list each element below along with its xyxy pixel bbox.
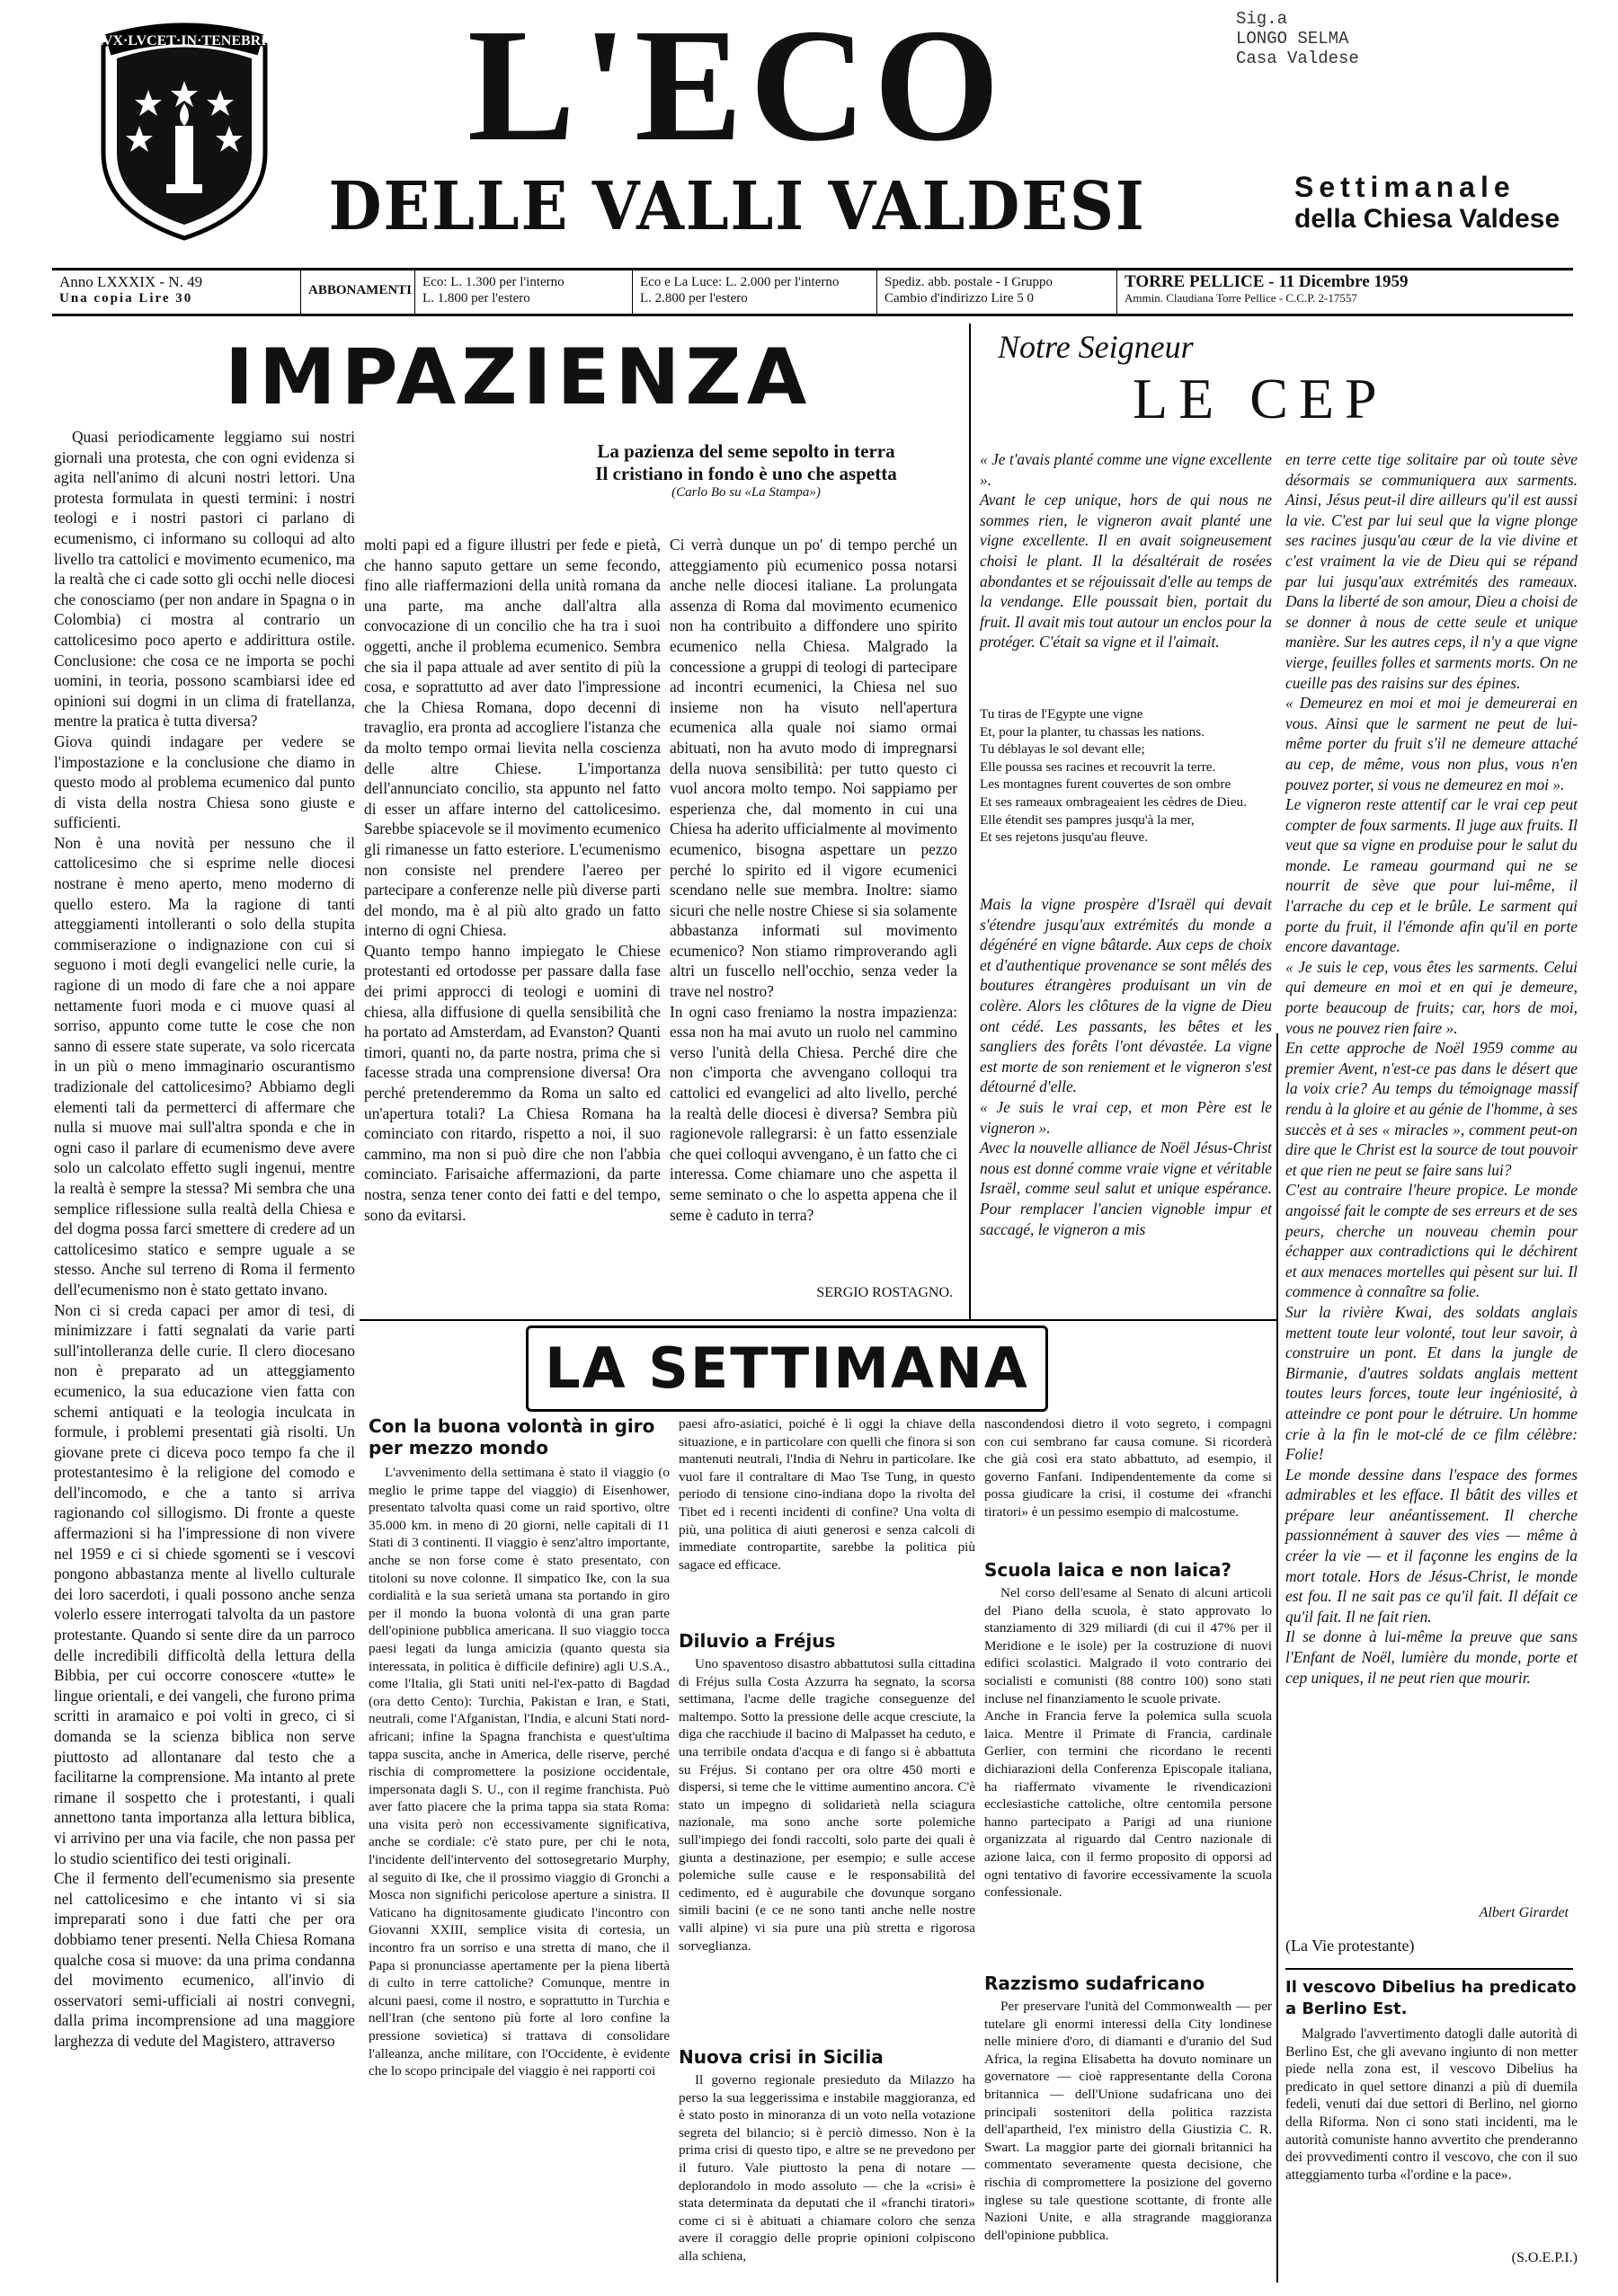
issue-number: Anno LXXXIX - N. 49 <box>59 273 203 290</box>
masthead-crest <box>90 18 279 243</box>
cep-source: (La Vie protestante) <box>1285 1937 1415 1955</box>
postal-info: Spediz. abb. postale - I Gruppo Cambio d'indirizzo Lire 5 0 <box>877 270 1117 314</box>
eco-luce-price: Eco e La Luce: L. 2.000 per l'interno L. 2.800 per l'estero <box>633 270 877 314</box>
section-rule <box>1285 1968 1573 1970</box>
dibelius-article: Il vescovo Dibelius ha predicato a Berlino Est. Malgrado l'avvertimento datogli dalle autorità di Berlino Est, che gli avevano ingiunto di non metter piede nella zona est, il vescovo Dibelius ha predicato in quel settore dinanzi a più di duemila fedeli, venuti dai due settori di Berlino, nel giorno della Riforma. Non ci sono stati incidenti, ma le autorità comuniste hanno avvertito che prenderanno dei provvedimenti contro il vescovo, che con il suo atteggiamento turba «l'ordine e la pace». (S.O.E.P.I.) <box>1285 1978 1578 2265</box>
impazienza-deck: La pazienza del seme sepolto in terra Il cristiano in fondo è uno che aspetta (Carlo Bo su «La Stampa») <box>595 440 897 500</box>
copy-price: Una copia Lire 30 <box>59 291 193 306</box>
settimana-headline: LA SETTIMANA <box>545 1335 1029 1401</box>
masthead <box>270 0 1205 243</box>
settimana-col2: paesi afro-asiatici, poiché è lì oggi la chiave della situazione, e in particolare con quelli che finora si son mantenuti neutrali, l'India di Nehru in particolare. Ike vuol fare il contraltare di Mao Tse Tung, in questo periodo di tensione cino-indiana dopo la rivolta del Tibet ed i recenti incidenti di confine? Una volta di più, una politica di aiuti generosi e senza calcoli di immediate contropartite, sarebbe la politica più sagace ed efficace. Diluvio a Fréjus Uno spaventoso disastro abbattutosi sulla cittadina di Fréjus sulla Costa Azzurra ha segnato, la scorsa settimana, l'acme delle tragiche conseguenze del maltempo. Sotto la pressione delle acque cresciute, la diga che racchiude il bacino di Malpasset ha ceduto, e una terribile ondata d'acqua e di fango si è abbattuta su Fréjus. Si contano per ora oltre 450 morti e dispersi, si teme che le vittime aumentino ancora. C'è stato un impegno di solidarietà nella sciagura nazionale, ma sono anche sorte polemiche sull'impiego dei fondi raccolti, solo parte dei quali è giunta a destinazione, per esempio; e sulle accese polemiche sulle cause e le responsabilità del cedimento, ed è augurabile che dovunque sorgano simili bacini (e ce ne sono tanti anche nelle nostre valli alpine) vi sia pure una più stretta e rigorosa sorveglianza. Nuova crisi in Sicilia Il governo regionale presieduto da Milazzo ha perso la sua leggerissima e instabile maggioranza, ed è stato posto in minoranza di un voto nella votazione segreta del bilancio; si è perciò dimesso. Non è la prima crisi di questo tipo, e altre se ne prevedono per il futuro. Vale piuttosto la pena di notare — deplorandolo in modo assoluto — che la «crisi» è stata determinata da deputati che il «franchi tiratori» come ci si è abituati a chiamare coloro che senza avere il coraggio delle proprie opinioni colpiscono alla schiena, <box>679 1416 975 2264</box>
impazienza-col3: Ci verrà dunque un po' di tempo perché un atteggiamento più ecumenico possa notarsi anche nelle diocesi italiane. La prolungata assenza di Roma dal movimento ecumenico non ha contribuito a diffondere uno spirito ecumenico nella Chiesa. Malgrado la concessione a gruppi di teologi di partecipare ad incontri ecumenici, la Chiesa nel suo insieme non ha visuto nell'apertura ecumenica alla quale noi siamo ormai abituati, non ha avuto modo di impregnarsi della nuova sensibilità: per tutto questo ci vuol ancora molto tempo. Noi sappiamo per esperienza che, dal momento in cui una Chiesa ha aderito ufficialmente al movimento ecumenico, bisogna aspettare un pezzo perché lo spirito ed il vigore ecumenici scendano nelle sue membra. Inoltre: siamo sicuri che nelle nostre Chiese si sia solamente abbastanza informati sul movimento ecumenico? Non stiamo rimproverando agli altri un fuscello nell'occhio, senza veder la trave nel nostro? In ogni caso freniamo la nostra impazienza: essa non ha mai avuto un ruolo nel cammino verso l'unità della Chiesa. Perché dire che non c'importa che avvengano colloqui tra cattolici ed evangelici ad alto livello, perché la realtà delle diocesi è diversa? Sembra più ragionevole rallegrarsi: è un fatto essenziale che quei colloqui avvengano, è un fatto che ci interessa. Come chiamare uno che aspetta il seme seminato o che lo aspetta appena che il seme è caduto in terra? <box>670 536 957 1224</box>
impazienza-col1: Quasi periodicamente leggiamo sui nostri giornali una protesta, che con ogni evidenza si agita nell'animo di alcuni nostri lettori. Una protesta formulata in questi termini: i nostri teologi e i nostri pastori ci parlano di ecumenismo, ci informano su colloqui ad alto livello tra cattolici e movimento ecumenico, ma la realtà che ci cade sotto gli occhi nelle diocesi che conosciamo (per non andare in Spagna o in Colombia) ci mostra al contrario un cattolicesimo poco aperto e addirittura ostile. Conclusione: che cosa ce ne importa se pochi uomini, in teoria, possono scambiarsi idee ed opinioni sui dogmi in un clima di fratellanza, mentre la pratica è tutta diversa? Giova quindi indagare per vedere se l'impostazione e la conclusione che diamo in questo modo al problema ecumenico dal punto di vista della nostra Chiesa sono giuste e sufficienti. Non è una novità per nessuno che il cattolicesimo che si esprime nelle diocesi nostrane è meno aperto, meno moderno di quello estero. Ma la ragione di tanti atteggiamenti intolleranti o solo della stupita commiserazione o indignazione con cui si seguono i moti degli evangelici nelle curie, la ragione di un modo di fare che a noi appare nettamente fuori moda e ci muove quasi al sorriso, appunto come tutte le cose che non sanno di essere state superate, va solo ricercata in un più o meno immaginario oscurantismo tradizionale del cattolicesimo? Abbiamo degli elementi tali da permetterci di affermare che nulla si muove mai sull'altra sponda e che in ogni caso il parlare di ecumenismo deve avere solo un calcolato effetto sugli ingenui, mentre la realtà è sempre la stessa? Mi sembra che una semplice riflessione sulla realtà della Chiesa e del dogma possa farci smettere di credere ad un cattolicesimo statico e sempre uguale a se stesso. Anche sul terreno di Roma il fermento dell'ecumenismo non è stato gettato invano. Non ci si creda capaci per amor di tesi, di minimizzare i fatti segnalati da varie parti sull'intolleranza delle curie. Il clero diocesano non è preparato ad un atteggiamento ecumenico, la sua educazione vien fatta con schemi antiquati e la teologia inculcata in formule, i problemi presentati già risolti. Un giovane prete ci diceva poco tempo fa che il protestantesimo è la religione del comodo e dell'incomodo, e che a tanto si arriva ragionando col sillogismo. Di fronte a queste affermazioni si ha l'impressione di non vivere nel 1959 e ci si chiede sgomenti se i vescovi pongono abbastanza mente al livello culturale dei loro sacerdoti, i quali possono anche senza volerlo essere interrogati talvolta da un pastore protestante. Quando si sente dire da un parroco delle incredibili difficoltà della lettura della Bibbia, per cui occorre conoscere «tutte» le lingue orientali, e dei vangeli, che furono prima scritti in aramaico e poi volti in greco, ci si domanda se la scienza biblica non serve piuttosto ad allontanare dal testo che a facilitarne la comprensione. Ma intanto al prete rimane il sospetto che i protestanti, i quali annettono tanta importanza alla lettura biblica, vi arrivino per una via facile, che non passa per lo studio scientifico dei testi originali. Che il fermento dell'ecumenismo sia presente nel cattolicesimo e che intanto vi si sia impreparati sono i due fatti che per ora dobbiamo tener presenti. Nella Chiesa Romana qualche cosa si muove: da una prima condanna del movimento ecumenico, all'invio di osservatori semi-ufficiali ai nostri convegni, dalla prima incomprensione ad una maggiore larghezza di vedute del Magistero, attraverso <box>54 428 355 2050</box>
cep-kicker: Notre Seigneur <box>998 329 1194 365</box>
settimana-headline-box <box>526 1325 1048 1412</box>
cep-header <box>998 328 1573 432</box>
settimana-col1: Con la buona volontà in giro per mezzo mondo L'avvenimento della settimana è stato il viaggio (o meglio le prime tappe del viaggio) di Eisenhower, presentato talvolta quasi come un raid sportivo, oltre 35.000 km. in meno di 20 giorni, nelle capitali di 11 Stati di 3 continenti. Il viaggio è senz'altro importante, anche se non forse come è stato presentato, con titoloni su nove colonne. Il simpatico Ike, con la sua cordialità e la sua serietà umana sta portando in giro per il mondo la buona volontà di una gran parte dell'opinione pubblica americana. Il suo viaggio tocca paesi legati da lunga amicizia (quanto questa sia interessata, in politica è difficile definire) agli U.S.A., come l'Italia, gli Stati uniti nel-l'ex-patto di Bagdad (ora detto Cento): Turchia, Pakistan e Iran, e Stati, neutrali, come l'Afganistan, l'India, e alcuni Stati nord-africani; infine la Spagna franchista e quest'ultima tappa suscita, anche in America, delle riserve, perché rischia di compromettere la posizione occidentale, impersonata dagli S. U., con il regime franchista. Può aver fatto piacere che la prima tappa sia stata Roma: una visita però non eccessivamente significativa, anche se cordiale: c'è stato pure, per chi le nota, l'incidente dell'intervento del sottosegretario Murphy, al seguito di Ike, che il prossimo viaggio di Gronchi a Mosca non significhi pericolose aperture a sinistra. Il Vaticano ha dignitosamente giudicato l'incontro con Giovanni XXIII, semplice visita di cortesia, un incontro fra un sorriso e una stretta di mano, che il Papa si pronunciasse apertamente per la piena libertà di culto in terre cattoliche? Comunque, mentre in alcuni paesi, come il nostro, e soprattutto in Turchia e nell'Iran (che sentono più forte al loro confine la pressione sovietica) si trattava di consolidare l'alleanza, anche militare, con l'Occidente, è evidente che lo scopo principale del viaggio è nei rapporti coi <box>369 1415 670 2079</box>
eco-price: Eco: L. 1.300 per l'interno L. 1.800 per l'estero <box>415 270 633 314</box>
cep-psalm: Tu tiras de l'Egypte une vigne Et, pour la planter, tu chassas les nations. Tu déblayas le sol devant elle; Elle poussa ses racines et recouvrit la terre. Les montagnes furent couvertes de son ombre Et ses rameaux ombrageaient les cèdres de Dieu. Elle étendit ses pampres jusqu'à la mer, Et ses rejetons jusqu'au fleuve. <box>980 706 1247 846</box>
cep-col2: en terre cette tige solitaire par où toute sève désormais se communiquera aux sarments. Ainsi, Jésus peut-il dire ailleurs qu'il est aussi la vie. C'est par lui seul que la vigne plonge ses racines jusqu'au cœur de la vie divine et c'est vraiment la vie de Dieu qui se répand par lui jusqu'aux extrémités des rameaux. Dans la liberté de son amour, Dieu a choisi de se donner à nous de cette seule et unique manière. Sur les autres ceps, il n'y a que vigne vierge, feuilles folles et sarments morts. On ne cueille pas des raisins sur des épines. « Demeurez en moi et moi je demeurerai en vous. Ainsi que le sarment ne peut de lui-même porter du fruit s'il ne demeure attaché au cep, de même, vous non plus, vous n'en pouvez porter, si vous ne demeurez en moi ». Le vigneron reste attentif car le vrai cep peut compter de foux sarments. Il juge aux fruits. Il veut que sa vigne en produise pour le salut du monde. Le rameau gourmand qui ne se nourrit de sève que pour lui-même, il l'arrache du cep et le brûle. Le sarment qui porte du fruit, il l'émonde afin qu'il en porte encore davantage. « Je suis le cep, vous êtes les sarments. Celui qui demeure en moi et en qui je demeure, porte beaucoup de fruits; car, hors de moi, vous ne pouvez rien faire ». En cette approche de Noël 1959 comme au premier Avent, n'est-ce pas dans le désert que la voix crie? Au temps du témoignage massif rendu à la gloire et au génie de l'homme, à ses succès et à ses « miracles », comment peut-on dire que le Christ est la source de tout pouvoir et que rien ne peut se faire sans lui? C'est au contraire l'heure propice. Le monde angoissé fait le compte de ses erreurs et de ses peurs, cherche un nouveau chemin pour échapper aux contradictions qui le déchirent et aux menaces mortelles qui pèsent sur lui. Il commence à connaître sa folie. Sur la rivière Kwai, des soldats anglais mettent toute leur volonté, tout leur savoir, à construire un pont. Et dans la jungle de Birmanie, d'autres soldats anglais mettent toutes leurs forces, toute leur ingéniosité, à atteindre ce pont pour le détruire. Un homme crie à la fin le mot-clé de ce film célèbre: Folie! Le monde dessine dans l'espace des formes admirables et les efface. Il bâtit des villes et prépare leur anéantissement. Il cherche passionnément à sauver des vies — même à créer la vie — et il façonne les engins de la mort totale. Hors de Jésus-Christ, le monde est fou. Il ne sait pas ce qu'il fait. Il défait ce qu'il fait. Il ne fait rien. Il se donne à lui-même la preuve que sans l'Enfant de Noël, lumière du monde, porte et cep uniques, il ne peut rien que mourir. <box>1285 450 1578 1687</box>
cep-signature: Albert Girardet <box>1479 1905 1569 1920</box>
crest-motto: LVX·LVCET·IN·TENEBRIS <box>93 33 275 49</box>
subscriptions-label: ABBONAMENTI <box>301 270 415 314</box>
settimana-col3: nascondendosi dietro il voto segreto, i compagni con cui sembrano far causa comune. Si ricorderà che già così era stato abbattuto, ad esempio, il governo Fanfani. Indipendentemente da come si possa giudicare la crisi, il costume dei «franchi tiratori» è un pessimo esempio di malcostume. Scuola laica e non laica? Nel corso dell'esame al Senato di alcuni articoli del Piano della scuola, è stato approvato lo stanziamento di 329 miliardi (di cui il 47% per il Meridione e le isole) per la costruzione di nuovi edifici scolastici. Malgrado il voto contrario dei socialisti e comunisti (88 contro 100) sono stati incluse nel finanziamento le scuole private. Anche in Francia ferve la polemica sulla scuola laica. Mentre il Primate di Francia, cardinale Gerlier, con termini che ricordano le recenti dichiarazioni della Conferenza Episcopale italiana, ha riaffermato vivamente le rivendicazioni ecclesiastiche cattoliche, oltre centomila persone hanno partecipato a Parigi ad una riunione organizzata al riguardo dal Centro nazionale di azione laica, con il fermo proposito di opporsi ad ogni tentativo di favorire eccessivamente la scuola confessionale. Razzismo sudafricano Per preservare l'unità del Commonwealth — per tutelare gli enormi interessi della City londinese nelle miniere d'oro, di diamanti e d'uranio del Sud Africa, la regina Elisabetta ha dovuto nominare un governatore — cioè rappresentante della Corona britannica — dell'Unione sudafricana uno dei principali sostenitori della politica razzista dell'apartheid, l'ex ministro della Giustizia C. R. Swart. La maggior parte dei giornali britannici ha commentato severamente questa decisione, che rischia di compromettere la posizione del governo inglese su tale questione scottante, di fronte alle Nazioni Unite, e alla stragrande maggioranza dell'opinione pubblica. <box>984 1416 1272 2243</box>
section-rule <box>360 1319 1276 1321</box>
place-date: TORRE PELLICE - 11 Dicembre 1959 <box>1125 272 1409 291</box>
column-rule <box>1276 1033 1278 2283</box>
impazienza-headline: IMPAZIENZA <box>225 332 813 422</box>
column-rule <box>969 324 971 1321</box>
newspaper-subtitle: DELLE VALLI VALDESI <box>328 168 1146 245</box>
cep-col1b: Mais la vigne prospère d'Israël qui devait s'étendre jusqu'aux extrémités du monde a dégénéré en vigne bâtarde. Aux ceps de choix et d'authentique provenance se sont mêlés des boutures étrangères produisant un vin de colère. Alors les clôtures de la vigne de Dieu ont cédé. Les passants, les bêtes et les sangliers des forêts l'ont dévastée. La vigne est morte de son reniement et le vigneron s'est détourné d'elle. « Je suis le vrai cep, et mon Père est le vigneron ». Avec la nouvelle alliance de Noël Jésus-Christ nous est donné comme vraie vigne et véritable Israël, comme seul salut et unique espérance. Pour remplacer l'ancien vignoble impur et saccagé, le vigneron a mis <box>980 895 1272 1238</box>
info-bar <box>52 268 1573 316</box>
address-stamp: Sig.a LONGO SELMA Casa Valdese <box>1236 9 1359 68</box>
weekly-label: Settimanale della Chiesa Valdese <box>1294 171 1560 234</box>
impazienza-col2: molti papi ed a figure illustri per fede e pietà, che hanno saputo gettare un seme fecondo, fino alle riaffermazioni della unità romana da una parte, ma anche dall'altra alla convocazione di un concilio che ha tra i suoi oggetti, anche il problema ecumenico. Sembra che sia il papa attuale ad aver sentito di più la cosa, e soprattutto ad aver dato l'impressione che la Chiesa Romana, dopo decenni di travaglio, era pronta ad accogliere l'istanza che da molto tempo ormai lievita nella coscienza delle altre Chiese. L'importanza dell'annunciato concilio, sta appunto nel fatto di esser un affare interno del cattolicesimo. Sarebbe spiacevole se il movimento ecumenico gli rimanesse un fatto esteriore. L'ecumenismo non consiste nel prendere l'aereo per partecipare a conferenze nelle più diverse parti del mondo, ma è al più alto grado un fatto interno di ogni Chiesa. Quanto tempo hanno impiegato le Chiese protestanti ed ortodosse per passare dalla fase dei primi approcci di teologi e uomini di chiesa, alla diffusione di quella sensibilità che ha portato ad Amsterdam, ad Evanston? Quanti timori, quanti no, da parte nostra, prima che si facesse strada una comprensione diversa! Ora perché pretenderemmo da Roma un salto ed un'apertura totali? La Chiesa Romana ha cominciato con ritardo, rispetto a noi, il suo cammino, ma non si può dire che non l'abbia cominciato. Farisaiche affermazioni, da parte nostra, senza tener conto dei fatti e del tempo, sono da evitarsi. <box>364 536 661 1224</box>
impazienza-signature: SERGIO ROSTAGNO. <box>816 1285 953 1300</box>
newspaper-title: L'ECO <box>467 0 1008 174</box>
admin-info: Ammin. Claudiana Torre Pellice - C.C.P. 2-17557 <box>1125 291 1357 305</box>
cep-col1: « Je t'avais planté comme une vigne excellente ». Avant le cep unique, hors de qui nous ne sommes rien, le vigneron avait planté une vigne excellente. Il en avait soigneusement choisi le plant. Il la désaltérait de rosées abondantes et se réjouissait d'elle au temps de la vendange. Elle poussait bien, portait du fruit. Il avait mis tout autour un enclos pour la protéger. C'était sa vigne et il l'aimait. <box>980 450 1272 652</box>
cep-title: LE CEP <box>1133 367 1388 430</box>
